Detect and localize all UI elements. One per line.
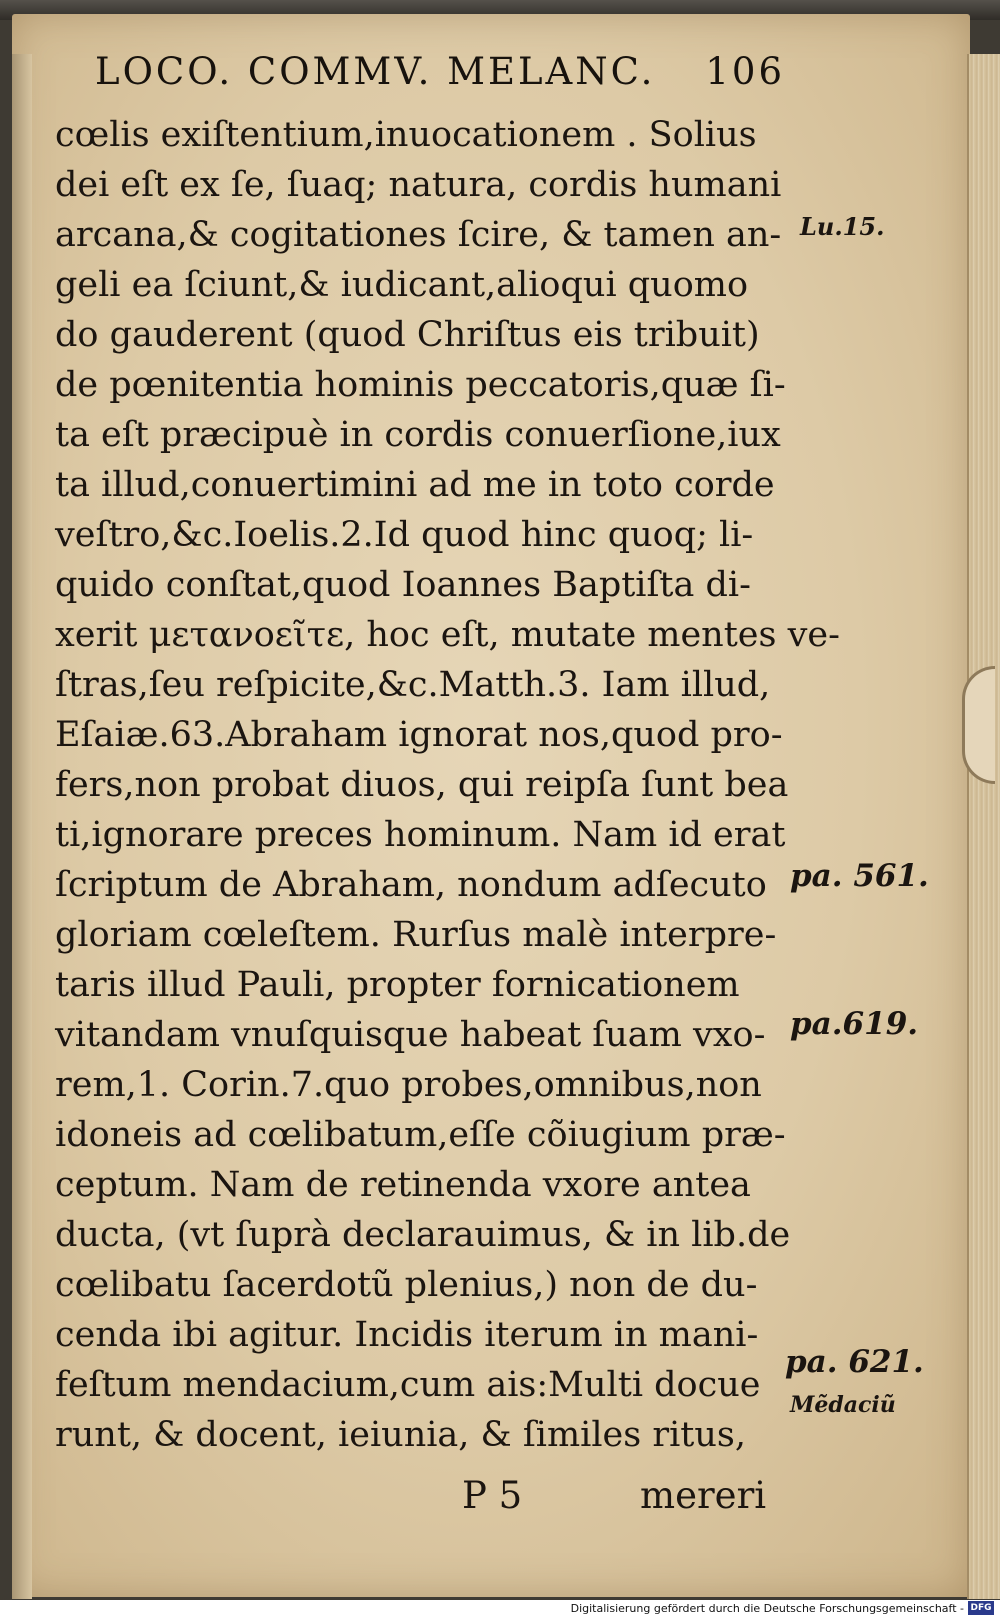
text-line: arcana,& cogitationes ſcire, & tamen an- bbox=[55, 215, 782, 255]
text-line: fers,non probat diuos, qui reipſa ſunt bea bbox=[55, 765, 789, 805]
text-line: vitandam vnuſquisque habeat ſuam vxo- bbox=[55, 1015, 766, 1055]
text-line: xerit μετανοεῖτε, hoc eſt, mutate mentes ve- bbox=[55, 615, 840, 655]
text-line: ti,ignorare preces hominum. Nam id erat bbox=[55, 815, 786, 855]
page-edges bbox=[967, 54, 1000, 1599]
text-line: geli ea ſciunt,& iudicant,alioqui quomo bbox=[55, 265, 749, 305]
text-line: ducta, (vt ſuprà declarauimus, & in lib.de bbox=[55, 1215, 791, 1255]
text-line: gloriam cœleſtem. Rurſus malè interpre- bbox=[55, 915, 777, 955]
text-line: runt, & docent, ieiunia, & ſimiles ritus, bbox=[55, 1415, 746, 1455]
margin-note-luke: Lu.15. bbox=[800, 212, 885, 241]
text-line: Eſaiæ.63.Abraham ignorat nos,quod pro- bbox=[55, 715, 783, 755]
text-line: rem,1. Corin.7.quo probes,omnibus,non bbox=[55, 1065, 762, 1105]
text-line: ſcriptum de Abraham, nondum adſecuto bbox=[55, 865, 767, 905]
text-line: dei eſt ex ſe, ſuaq; natura, cordis humani bbox=[55, 165, 782, 205]
text-line: ta eſt præcipuè in cordis conuerſione,iux bbox=[55, 415, 781, 455]
gutter-shadow bbox=[12, 54, 32, 1599]
footer bbox=[0, 1600, 1000, 1618]
text-line: quido conſtat,quod Ioannes Baptiſta di- bbox=[55, 565, 751, 605]
catchword: mereri bbox=[640, 1474, 767, 1517]
folio-number: 106 bbox=[705, 50, 785, 93]
text-line: do gauderent (quod Chriſtus eis tribuit) bbox=[55, 315, 760, 355]
text-line: de pœnitentia hominis peccatoris,quæ ſi- bbox=[55, 365, 786, 405]
running-head bbox=[95, 50, 785, 110]
margin-note-mendacium: Mẽdaciũ bbox=[790, 1392, 896, 1418]
margin-note-page-561: pa. 561. bbox=[790, 858, 929, 894]
text-line: cenda ibi agitur. Incidis iterum in mani- bbox=[55, 1315, 759, 1355]
text-line: cœlibatu ſacerdotũ plenius,) non de du- bbox=[55, 1265, 758, 1305]
text-line: veſtro,&c.Ioelis.2.Id quod hinc quoq; li- bbox=[55, 515, 754, 555]
text-line: idoneis ad cœlibatum,eſſe cõiugium præ- bbox=[55, 1115, 786, 1155]
text-line: feſtum mendacium,cum ais:Multi docue bbox=[55, 1365, 761, 1405]
text-line: cœlis exiſtentium,inuocationem . Solius bbox=[55, 115, 757, 155]
digitization-credit: Digitalisierung gefördert durch die Deutsche Forschungsgemeinschaft - bbox=[570, 1602, 964, 1615]
body-text bbox=[55, 110, 840, 1460]
dfg-logo: DFG bbox=[968, 1601, 994, 1615]
text-line: ceptum. Nam de retinenda vxore antea bbox=[55, 1165, 751, 1205]
margin-note-page-619: pa.619. bbox=[790, 1006, 919, 1042]
signature-mark: P 5 bbox=[462, 1474, 523, 1517]
text-line: taris illud Pauli, propter fornicationem bbox=[55, 965, 740, 1005]
running-head-title: LOCO. COMMV. MELANC. bbox=[95, 50, 656, 93]
text-line: ta illud,conuertimini ad me in toto corde bbox=[55, 465, 775, 505]
page-tab bbox=[962, 666, 995, 784]
text-line: ſtras,ſeu reſpicite,&c.Matth.3. Iam illud, bbox=[55, 665, 771, 705]
margin-note-page-621: pa. 621. bbox=[785, 1344, 924, 1380]
